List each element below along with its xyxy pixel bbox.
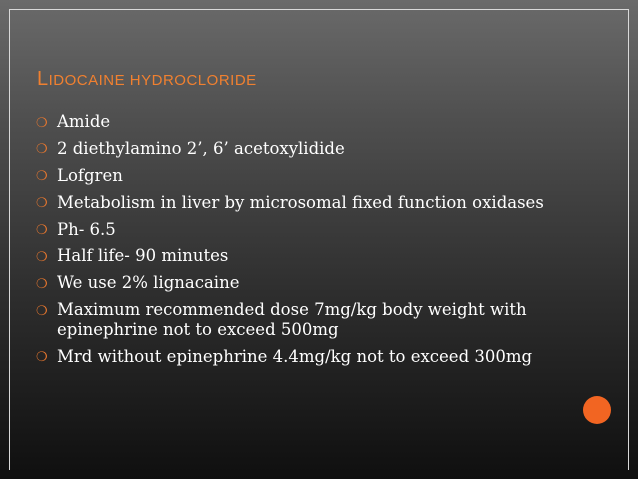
bullet-icon: ❍ [36,350,48,366]
bullet-icon: ❍ [36,223,48,239]
list-item-text: 2 diethylamino 2’, 6’ acetoxylidide [57,138,345,158]
list-item [36,246,576,266]
list-item [36,193,576,213]
list-item-text: Maximum recommended dose 7mg/kg body weight with epinephrine not to exceed 500mg [57,300,527,339]
list-item-text: Amide [57,112,111,131]
list-item [36,166,576,186]
list-item-text: Lofgren [57,165,123,185]
bullet-icon: ❍ [36,142,48,158]
bullet-icon: ❍ [36,303,48,319]
bullet-icon: ❍ [36,115,48,131]
bullet-icon: ❍ [36,276,48,292]
list-item [36,139,576,159]
list-item-text: We use 2% lignacaine [57,273,240,293]
bullet-icon: ❍ [36,249,48,265]
list-item-text: Half life- 90 minutes [57,246,229,266]
list-item-text: Mrd without epinephrine 4.4mg/kg not to exceed 300mg [57,346,533,366]
list-item [36,347,576,367]
bullet-icon: ❍ [36,169,48,185]
list-item [36,220,576,240]
title-rest: IDOCAINE HYDROCLORIDE [48,72,257,89]
list-item-text: Metabolism in liver by microsomal fixed function oxidases [57,192,544,212]
slide-title [37,68,257,91]
bullet-list [36,112,576,374]
list-item [36,300,576,339]
bullet-icon: ❍ [36,196,48,212]
list-item [36,273,576,293]
list-item [36,112,576,132]
list-item-text: Ph- 6.5 [57,219,116,239]
title-first-letter: L [37,68,49,90]
orange-circle-decoration [583,396,611,424]
